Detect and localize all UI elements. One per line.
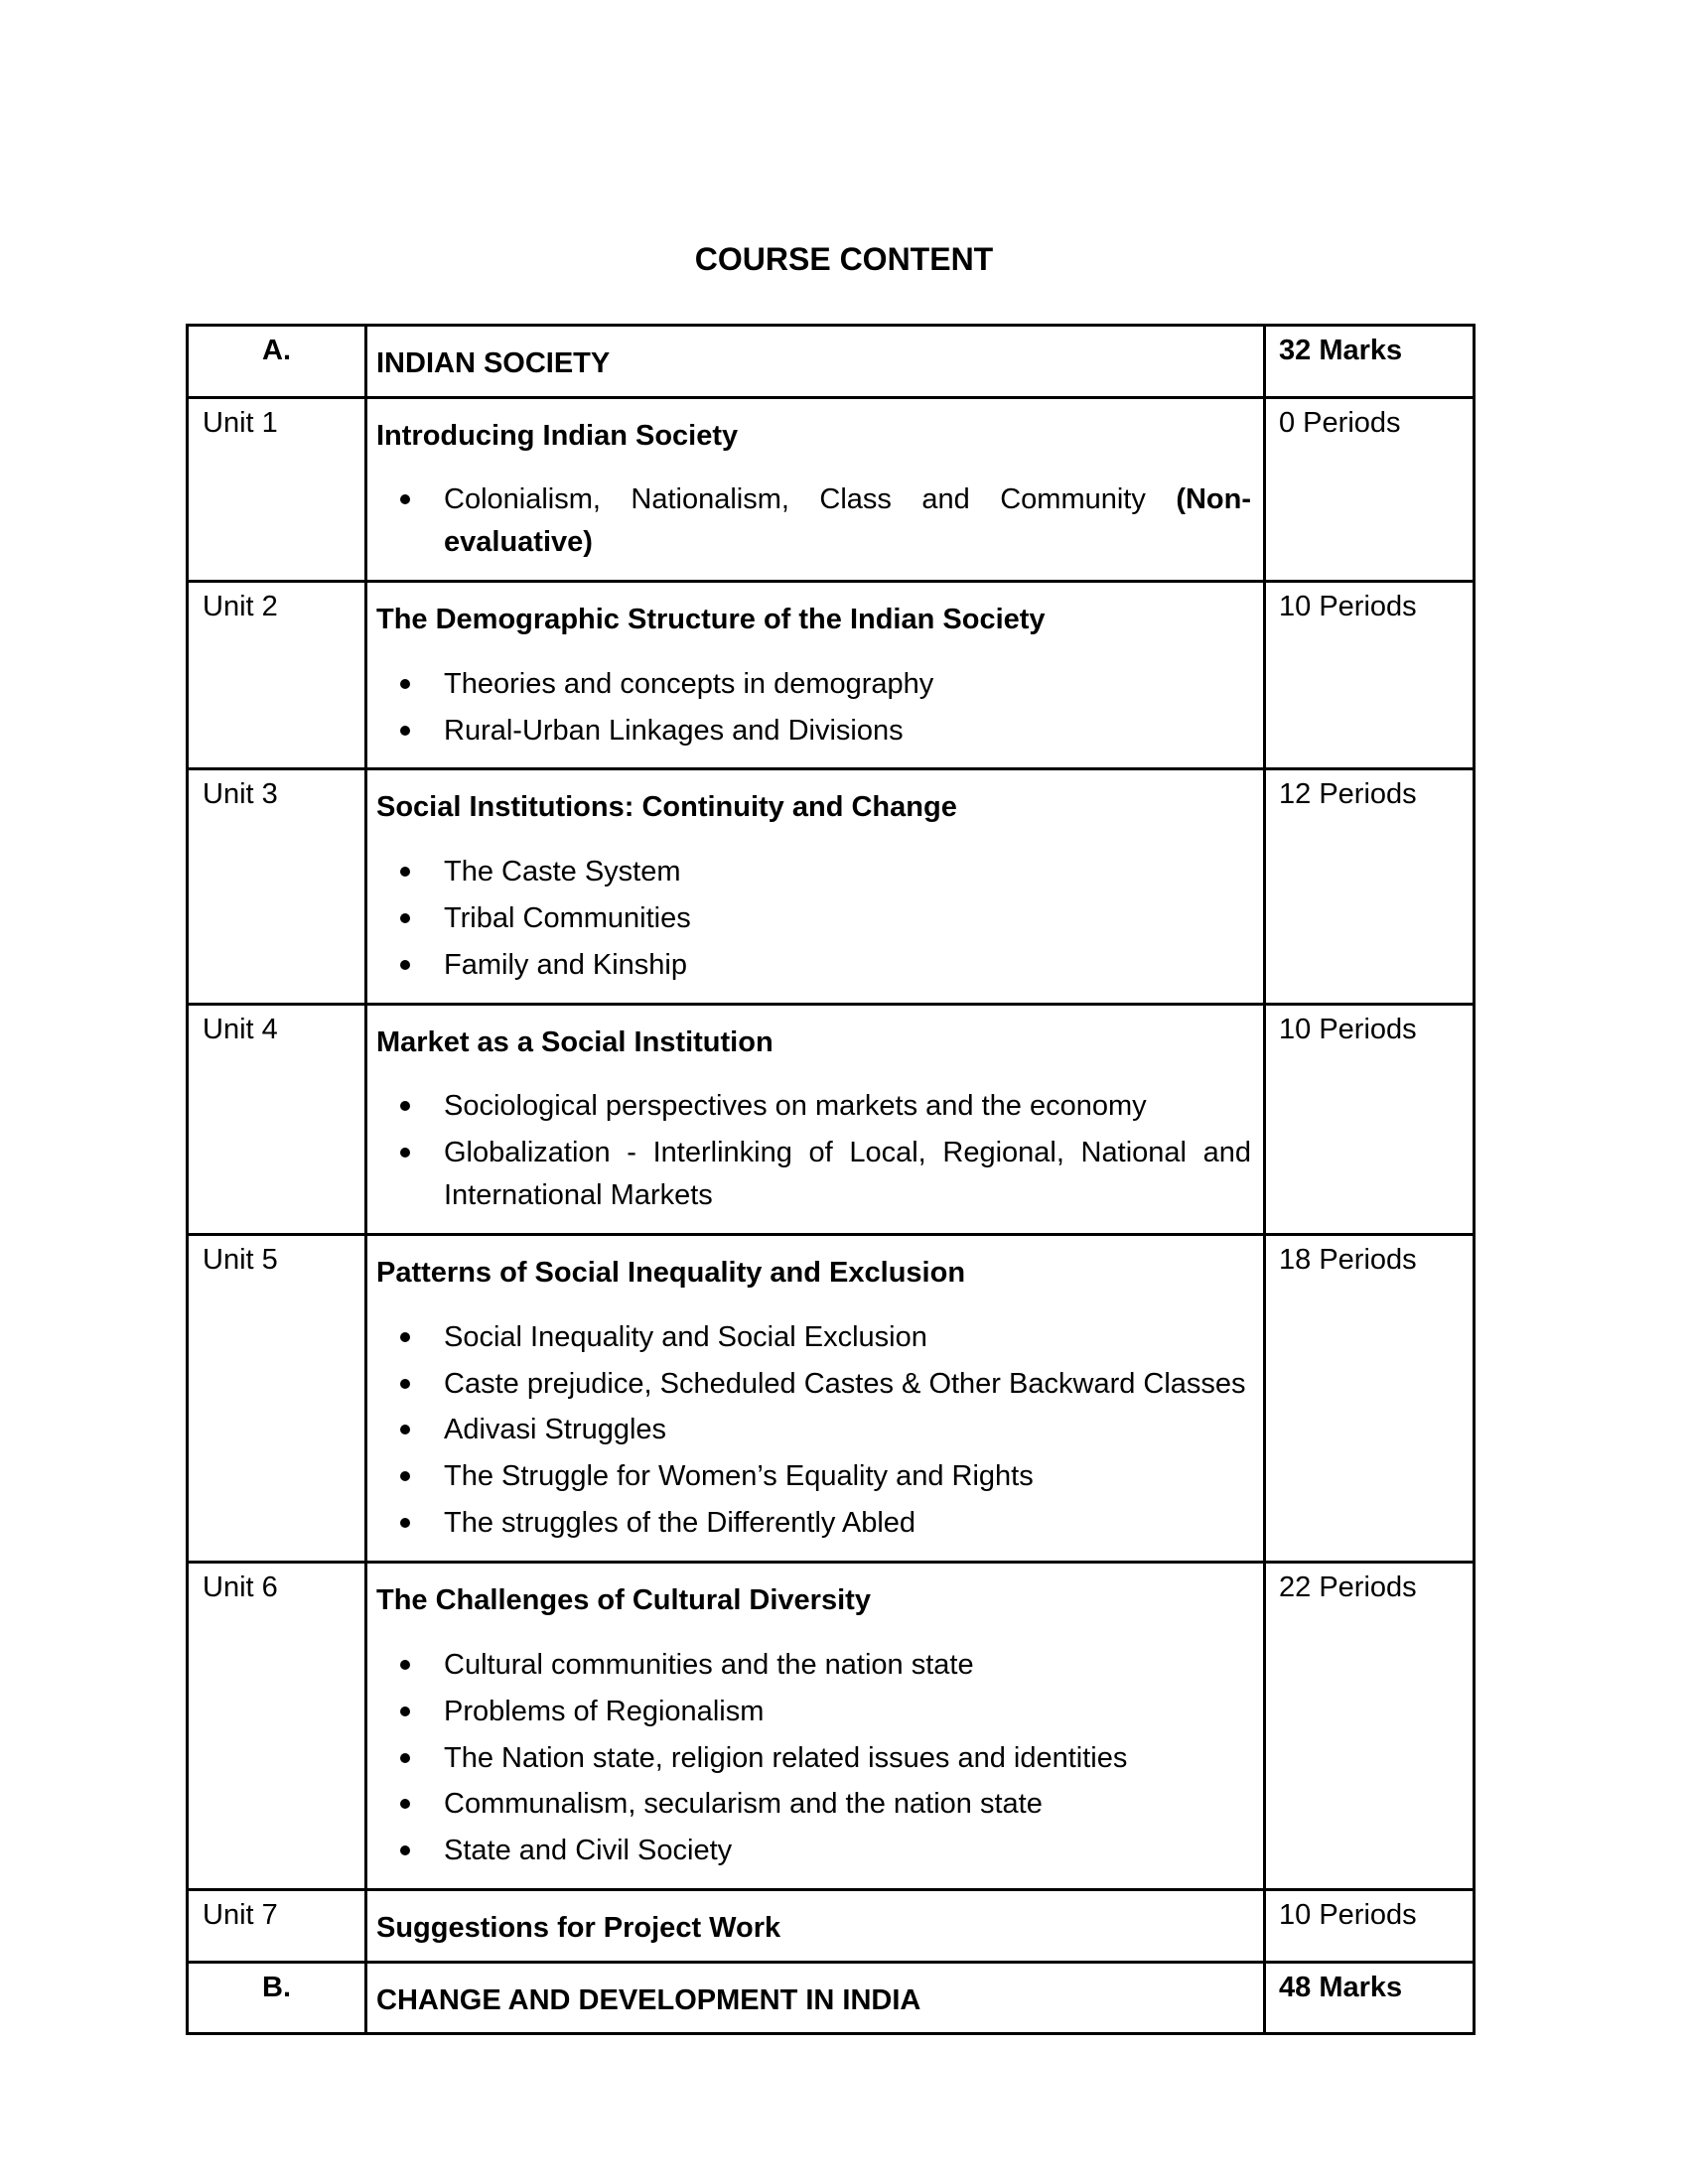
- bullet-text-segment: The struggles of the Differently Abled: [444, 1507, 916, 1540]
- course-table-body: [188, 326, 1475, 2034]
- bullet-item: [376, 1455, 1251, 1498]
- bullet-item: [376, 1737, 1251, 1780]
- bullet-text: [444, 1783, 1251, 1826]
- bullet-text-segment: State and Civil Society: [444, 1835, 733, 1867]
- credit-cell: [1265, 769, 1475, 1004]
- periods-label: 22 Periods: [1279, 1571, 1417, 1604]
- bullet-text-segment: Tribal Communities: [444, 901, 691, 934]
- bullet-text-segment: Sociological perspectives on markets and the economy: [444, 1090, 1147, 1123]
- bullet-text-segment: Communalism, secularism and the nation state: [444, 1788, 1043, 1821]
- bullet-text-segment: The Struggle for Women’s Equality and Rights: [444, 1460, 1034, 1493]
- bullet-item: [376, 1644, 1251, 1687]
- row-content-cell: [366, 769, 1265, 1004]
- bullet-text: [444, 1455, 1251, 1498]
- bullet-text: [444, 1502, 1251, 1545]
- table-row: [188, 1962, 1475, 2034]
- row-content-cell: [366, 582, 1265, 769]
- unit-label: Unit 4: [203, 1013, 278, 1045]
- bullet-list: [376, 1316, 1251, 1546]
- bullet-icon: [400, 1660, 410, 1670]
- bullet-text-segment: Rural-Urban Linkages and Divisions: [444, 714, 904, 747]
- unit-heading: INDIAN SOCIETY: [376, 347, 611, 379]
- bullet-list: [376, 663, 1251, 752]
- bullet-text-segment: Caste prejudice, Scheduled Castes & Other Backward Classes: [444, 1367, 1246, 1400]
- bullet-icon: [400, 1799, 410, 1809]
- credit-cell: [1265, 397, 1475, 581]
- periods-label: 18 Periods: [1279, 1244, 1417, 1277]
- bullet-text: [444, 1132, 1251, 1217]
- unit-label: Unit 3: [203, 778, 278, 811]
- bullet-text-segment: Social Inequality and Social Exclusion: [444, 1320, 927, 1353]
- row-label-cell: [188, 1890, 366, 1963]
- bullet-text: [444, 1085, 1251, 1128]
- bullet-item: [376, 663, 1251, 706]
- bullet-item: [376, 1783, 1251, 1826]
- bullet-icon: [400, 1753, 410, 1763]
- bullet-text: [444, 478, 1251, 564]
- row-label-cell: [188, 1235, 366, 1563]
- table-row: [188, 582, 1475, 769]
- row-label-cell: [188, 326, 366, 398]
- row-content-cell: [366, 326, 1265, 398]
- bullet-text-segment: Colonialism, Nationalism, Class and Community: [444, 483, 1177, 516]
- bullet-text-segment: Globalization - Interlinking of Local, Regional, National and International Markets: [444, 1137, 1251, 1212]
- bullet-icon: [400, 1379, 410, 1389]
- bullet-text-segment: (Non-evaluative): [444, 483, 1251, 559]
- bullet-text: [444, 1363, 1251, 1406]
- bullet-item: [376, 1502, 1251, 1545]
- bullet-item: [376, 1085, 1251, 1128]
- bullet-icon: [400, 679, 410, 689]
- bullet-text: [444, 1737, 1251, 1780]
- bullet-text-segment: Family and Kinship: [444, 948, 687, 981]
- bullet-text: [444, 851, 1251, 893]
- unit-heading: Suggestions for Project Work: [376, 1912, 781, 1945]
- bullet-icon: [400, 1425, 410, 1434]
- credit-cell: [1265, 1563, 1475, 1890]
- course-content-table: [186, 324, 1476, 2035]
- unit-heading: Social Institutions: Continuity and Change: [376, 791, 957, 824]
- bullet-text-segment: The Nation state, religion related issues and identities: [444, 1741, 1128, 1774]
- bullet-item: [376, 1409, 1251, 1451]
- bullet-list: [376, 851, 1251, 987]
- bullet-icon: [400, 1332, 410, 1342]
- bullet-item: [376, 1363, 1251, 1406]
- bullet-text: [444, 1409, 1251, 1451]
- bullet-text: [444, 663, 1251, 706]
- credit-cell: [1265, 1962, 1475, 2034]
- unit-heading: Patterns of Social Inequality and Exclusion: [376, 1257, 966, 1290]
- bullet-icon: [400, 1101, 410, 1111]
- credit-cell: [1265, 1890, 1475, 1963]
- bullet-list: [376, 478, 1251, 564]
- bullet-icon: [400, 1148, 410, 1158]
- bullet-item: [376, 1691, 1251, 1733]
- unit-label: Unit 6: [203, 1571, 278, 1604]
- unit-heading: The Challenges of Cultural Diversity: [376, 1584, 871, 1617]
- marks-label: 48 Marks: [1279, 1971, 1403, 2003]
- bullet-text-segment: Problems of Regionalism: [444, 1695, 765, 1727]
- credit-cell: [1265, 326, 1475, 398]
- table-row: [188, 397, 1475, 581]
- row-content-cell: [366, 397, 1265, 581]
- bullet-icon: [400, 913, 410, 923]
- marks-label: 32 Marks: [1279, 335, 1403, 366]
- bullet-text: [444, 1644, 1251, 1687]
- row-label-cell: [188, 1563, 366, 1890]
- section-label: B.: [262, 1971, 291, 2003]
- credit-cell: [1265, 582, 1475, 769]
- section-label: A.: [262, 335, 291, 366]
- bullet-item: [376, 851, 1251, 893]
- row-content-cell: [366, 1235, 1265, 1563]
- bullet-item: [376, 478, 1251, 564]
- credit-cell: [1265, 1004, 1475, 1234]
- periods-label: 12 Periods: [1279, 778, 1417, 811]
- unit-label: Unit 1: [203, 406, 278, 439]
- bullet-text-segment: The Caste System: [444, 856, 681, 887]
- bullet-item: [376, 1316, 1251, 1359]
- row-content-cell: [366, 1962, 1265, 2034]
- bullet-icon: [400, 960, 410, 970]
- row-content-cell: [366, 1890, 1265, 1963]
- bullet-text: [444, 1830, 1251, 1872]
- row-label-cell: [188, 1962, 366, 2034]
- bullet-icon: [400, 494, 410, 504]
- bullet-icon: [400, 726, 410, 736]
- bullet-icon: [400, 1845, 410, 1855]
- bullet-icon: [400, 867, 410, 877]
- periods-label: 0 Periods: [1279, 406, 1401, 439]
- row-label-cell: [188, 397, 366, 581]
- periods-label: 10 Periods: [1279, 591, 1417, 622]
- row-label-cell: [188, 1004, 366, 1234]
- table-row: [188, 1563, 1475, 1890]
- table-row: [188, 326, 1475, 398]
- periods-label: 10 Periods: [1279, 1013, 1417, 1045]
- bullet-text-segment: Adivasi Struggles: [444, 1414, 667, 1446]
- bullet-item: [376, 944, 1251, 987]
- bullet-text-segment: Cultural communities and the nation state: [444, 1648, 974, 1681]
- row-label-cell: [188, 769, 366, 1004]
- unit-label: Unit 2: [203, 591, 278, 622]
- bullet-item: [376, 1132, 1251, 1217]
- bullet-text: [444, 1316, 1251, 1359]
- bullet-list: [376, 1644, 1251, 1873]
- bullet-list: [376, 1085, 1251, 1217]
- bullet-icon: [400, 1706, 410, 1716]
- page-title: COURSE CONTENT: [694, 241, 994, 277]
- unit-heading: Introducing Indian Society: [376, 419, 739, 452]
- unit-heading: The Demographic Structure of the Indian Society: [376, 604, 1046, 635]
- bullet-item: [376, 710, 1251, 752]
- bullet-text: [444, 897, 1251, 940]
- credit-cell: [1265, 1235, 1475, 1563]
- row-content-cell: [366, 1563, 1265, 1890]
- unit-heading: CHANGE AND DEVELOPMENT IN INDIA: [376, 1983, 921, 2016]
- bullet-text: [444, 710, 1251, 752]
- bullet-text: [444, 944, 1251, 987]
- bullet-text: [444, 1691, 1251, 1733]
- bullet-item: [376, 897, 1251, 940]
- bullet-text-segment: Theories and concepts in demography: [444, 667, 934, 700]
- row-label-cell: [188, 582, 366, 769]
- periods-label: 10 Periods: [1279, 1899, 1417, 1932]
- bullet-icon: [400, 1518, 410, 1528]
- unit-heading: Market as a Social Institution: [376, 1025, 774, 1058]
- table-row: [188, 769, 1475, 1004]
- bullet-item: [376, 1830, 1251, 1872]
- row-content-cell: [366, 1004, 1265, 1234]
- unit-label: Unit 7: [203, 1899, 278, 1932]
- table-row: [188, 1235, 1475, 1563]
- table-row: [188, 1890, 1475, 1963]
- table-row: [188, 1004, 1475, 1234]
- unit-label: Unit 5: [203, 1244, 278, 1277]
- bullet-icon: [400, 1471, 410, 1481]
